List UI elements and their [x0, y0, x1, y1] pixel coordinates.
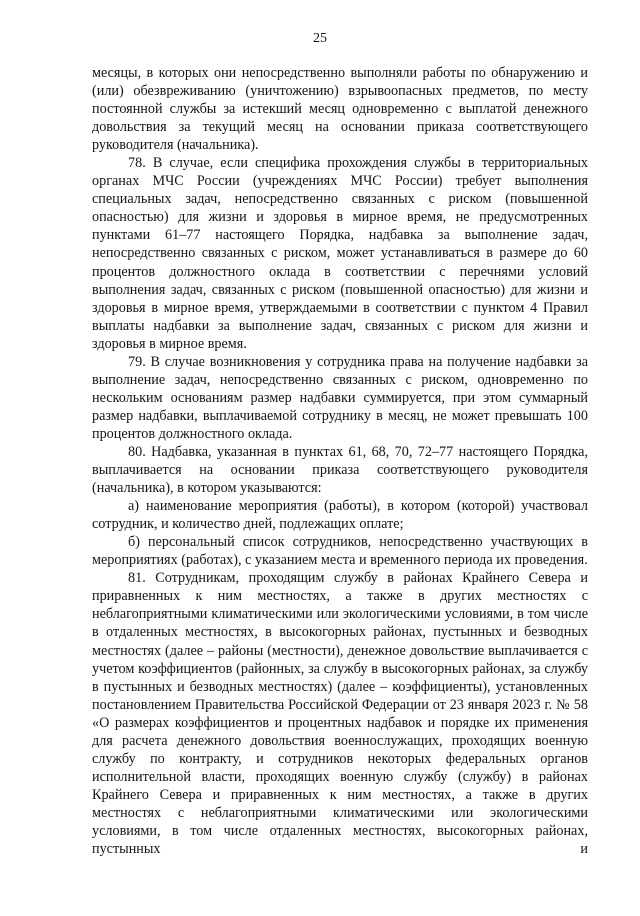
paragraph-item-80: 80. Надбавка, указанная в пунктах 61, 68, 70, 72–77 настоящего Порядка, выплачивается на основании приказа соответствующего руководителя (начальника), в котором указываются: [92, 443, 588, 497]
paragraph-item-80-a: а) наименование мероприятия (работы), в котором (которой) участвовал сотрудник, и количество дней, подлежащих оплате; [92, 498, 588, 533]
page-number: 25 [313, 31, 327, 46]
paragraph-item-79: 79. В случае возникновения у сотрудника права на получение надбавки за выполнение задач, непосредственно связанных с риском, одновременно по нескольким основаниям размер надбавки суммируется, при этом суммарный размер надбавки, выплачиваемой сотруднику в месяц, не может превышать 100 процентов должностного оклада. [92, 353, 588, 442]
paragraph-item-78: 78. В случае, если специфика прохождения службы в территориальных органах МЧС России (учреждениях МЧС России) требует выполнения специальных задач, непосредственно связанных с риском (повышенной опасностью) для жизни и здоровья в мирное время, не предусмотренных пунктами 61–77 настоящего Порядка, надбавка за выполнение задач, непосредственно связанных с риском, может устанавливаться в размере до 60 процентов должностного оклада в соответствии с перечнями условий выполнения задач, связанных с риском (повышенной опасностью) для жизни и здоровья в мирное время, утверждаемыми в соответствии с пунктом 4 Правил выплаты надбавки за выполнение задач, связанных с риском для жизни и здоровья в мирное время. [92, 155, 588, 352]
paragraph-item-80-b: б) персональный список сотрудников, непосредственно участвующих в мероприятиях (работах), с указанием места и временного периода их проведения. [92, 534, 588, 569]
document-body [92, 64, 588, 858]
paragraph-item-81: 81. Сотрудникам, проходящим службу в районах Крайнего Севера и приравненных к ним местностях, а также в других местностях с неблагоприятными климатическими или экологическими условиями, в том числе в отдаленных местностях, в высокогорных районах, пустынных и безводных местностях (далее – районы (местности), денежное довольствие выплачивается с учетом коэффициентов (районных, за службу в высокогорных районах, за службу в пустынных и безводных местностях) (далее – коэффициенты), установленных постановлением Правительства Российской Федерации от 23 января 2023 г. № 58 «О размерах коэффициентов и процентных надбавок и порядке их применения для расчета денежного довольствия военнослужащих, проходящих военную службу по контракту, и сотрудников некоторых федеральных органов исполнительной власти, проходящих военную службу (службу) в районах Крайнего Севера и приравненных к ним местностях, а также в других местностях с неблагоприятными климатическими или экологическими условиями, в том числе отдаленных местностях, высокогорных районах, пустынных и [92, 570, 588, 858]
paragraph-continuation: месяцы, в которых они непосредственно выполняли работы по обнаружению и (или) обезвреживанию (уничтожению) взрывоопасных предметов, по месту постоянной службы за истекший месяц одновременно с выплатой денежного довольствия за текущий месяц на основании приказа соответствующего руководителя (начальника). [92, 65, 588, 154]
